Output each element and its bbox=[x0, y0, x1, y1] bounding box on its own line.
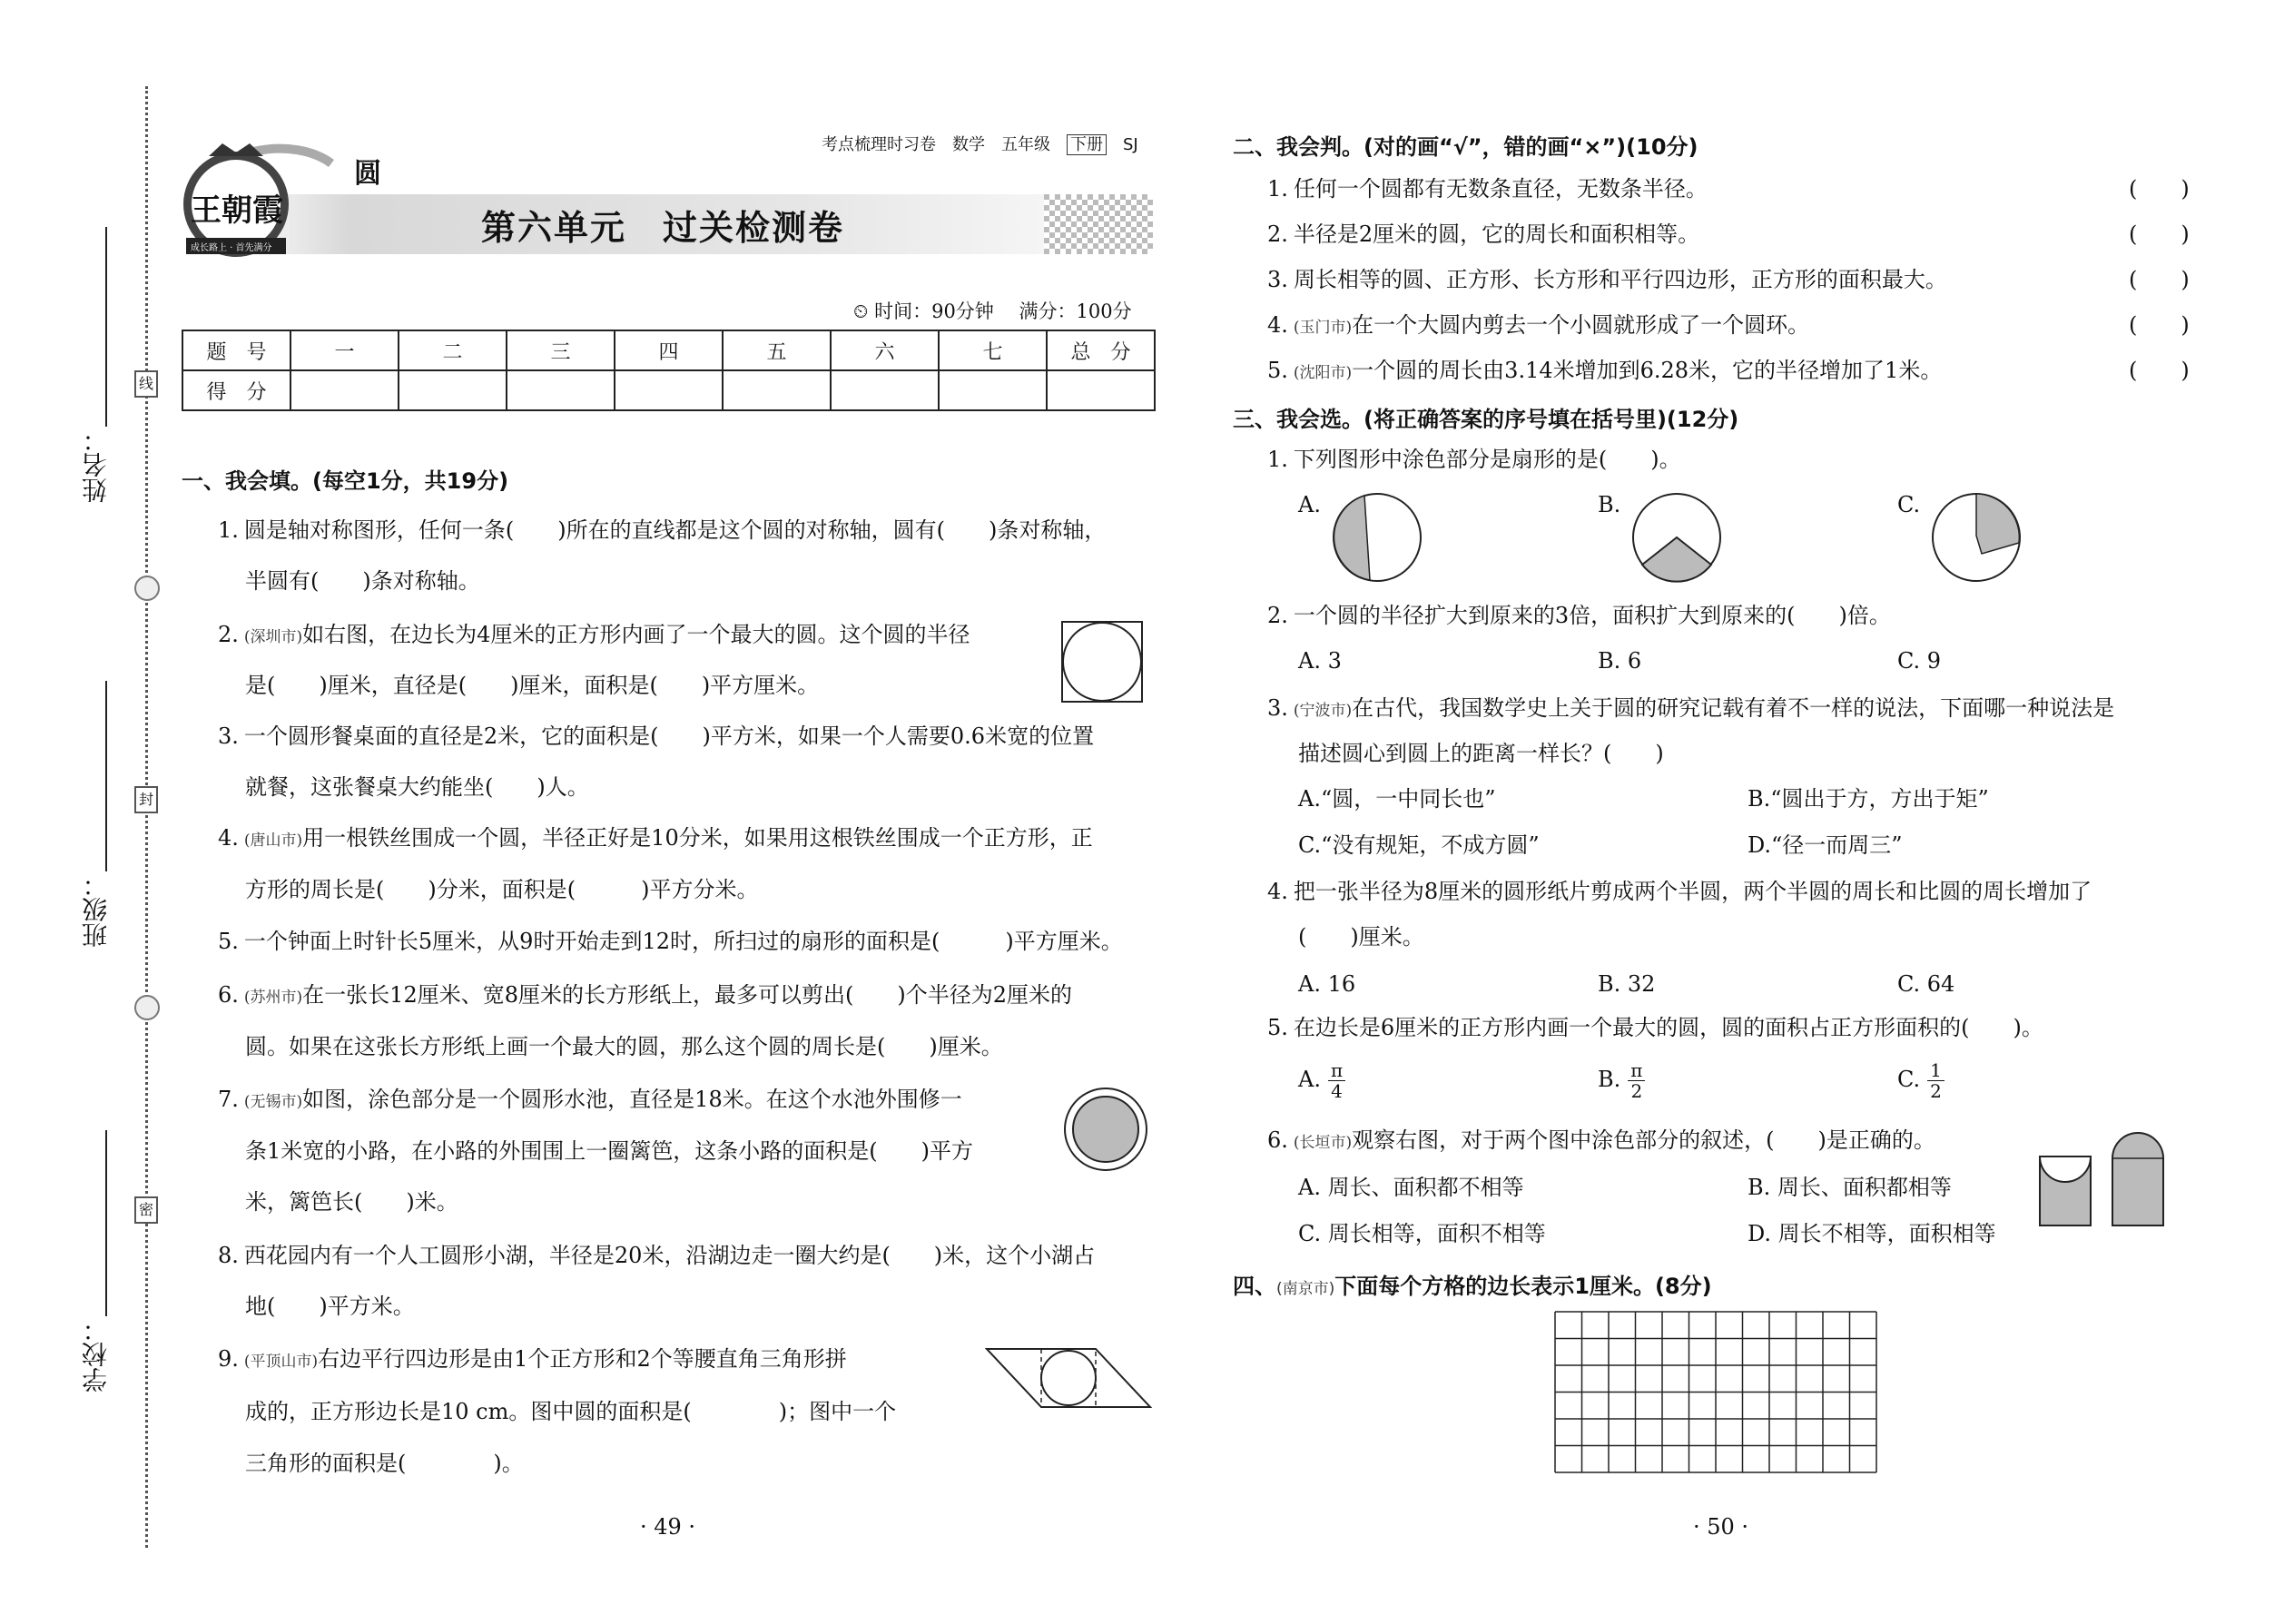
question-text: 下列图形中涂色部分是扇形的是( )。 bbox=[1293, 447, 1681, 472]
city-tag: (沈阳市) bbox=[1293, 364, 1353, 382]
parallelogram-figure bbox=[985, 1347, 1152, 1411]
question-text: 西花园内有一个人工圆形小湖，半径是20米，沿湖边走一圈大约是( )米，这个小湖占 bbox=[243, 1243, 1096, 1268]
score-cell[interactable] bbox=[615, 370, 723, 410]
city-tag: (长垣市) bbox=[1293, 1134, 1353, 1152]
question-text: 一个圆的半径扩大到原来的3倍，面积扩大到原来的( )倍。 bbox=[1293, 603, 1891, 628]
score-header-cell: 一 bbox=[290, 330, 399, 370]
question-text: 半径是2厘米的圆，它的周长和面积相等。 bbox=[1293, 221, 1700, 247]
section1-heading: 一、我会填。(每空1分，共19分) bbox=[182, 468, 509, 494]
fraction-numerator: 1 bbox=[1927, 1060, 1944, 1081]
question-number: 5. bbox=[218, 929, 239, 954]
fraction-denominator: 2 bbox=[1630, 1080, 1643, 1102]
choice-option: B.“圆出于方，方出于矩” bbox=[1748, 786, 1989, 812]
square-grid[interactable] bbox=[1553, 1310, 1880, 1473]
answer-paren[interactable]: ( ) bbox=[2129, 358, 2190, 383]
answer-paren[interactable]: ( ) bbox=[2129, 221, 2190, 247]
answer-paren[interactable]: ( ) bbox=[2129, 312, 2190, 338]
question-number: 4. bbox=[218, 825, 239, 851]
full-score: 满分：100分 bbox=[1019, 300, 1132, 322]
question-text: 就餐，这张餐桌大约能坐( )人。 bbox=[245, 774, 589, 800]
choice-option: C. 周长相等，面积不相等 bbox=[1298, 1221, 1546, 1246]
section4-heading bbox=[1233, 1268, 1712, 1300]
score-header-cell: 总 分 bbox=[1047, 330, 1155, 370]
question-text: 观察右图，对于两个图中涂色部分的叙述，( )是正确的。 bbox=[1352, 1127, 1935, 1153]
question-line bbox=[245, 1397, 896, 1426]
class-field[interactable] bbox=[105, 681, 107, 871]
option-a-figure bbox=[1330, 490, 1424, 585]
question-text: 在边长是6厘米的正方形内画一个最大的圆，圆的面积占正方形面积的( )。 bbox=[1293, 1015, 2043, 1040]
seal-mark-2: 封 bbox=[134, 786, 158, 813]
score-header-cell: 六 bbox=[831, 330, 939, 370]
question-line bbox=[1267, 265, 1947, 294]
question-line bbox=[218, 516, 1106, 545]
score-header-cell: 三 bbox=[507, 330, 615, 370]
score-cell[interactable] bbox=[723, 370, 831, 410]
choice-option: B. bbox=[1598, 492, 1621, 517]
shaded-shapes-figure bbox=[2038, 1131, 2174, 1231]
name-label: 姓名： bbox=[81, 427, 111, 503]
question-text: 用一根铁丝围成一个圆，半径正好是10分米，如果用这根铁丝围成一个正方形，正 bbox=[302, 825, 1093, 851]
question-text: 地( )平方米。 bbox=[245, 1294, 415, 1319]
question-text: 如图，涂色部分是一个圆形水池，直径是18米。在这个水池外围修一 bbox=[302, 1087, 962, 1112]
option-label: B. bbox=[1598, 1067, 1621, 1092]
question-line bbox=[1267, 310, 1809, 342]
pool-figure bbox=[1062, 1086, 1149, 1173]
choice-option: A. 16 bbox=[1298, 971, 1356, 997]
question-number: 1. bbox=[1267, 447, 1288, 472]
exam-meta bbox=[853, 297, 1132, 324]
square-circle-figure bbox=[1060, 620, 1144, 704]
question-number: 1. bbox=[218, 517, 239, 543]
question-line bbox=[1267, 174, 1708, 203]
question-text: 在一张长12厘米、宽8厘米的长方形纸上，最多可以剪出( )个半径为2厘米的 bbox=[302, 982, 1072, 1008]
seal-circle-icon bbox=[134, 576, 160, 601]
question-text: 周长相等的圆、正方形、长方形和平行四边形，正方形的面积最大。 bbox=[1293, 267, 1947, 292]
city-tag: (南京市) bbox=[1276, 1280, 1335, 1298]
question-line bbox=[245, 1137, 973, 1166]
question-text: 圆是轴对称图形，任何一条( )所在的直线都是这个圆的对称轴，圆有( )条对称轴， bbox=[243, 517, 1107, 543]
question-text: 是( )厘米，直径是( )厘米，面积是( )平方厘米。 bbox=[245, 673, 820, 698]
fraction-numerator: π bbox=[1628, 1060, 1645, 1081]
choice-option: C.“没有规矩，不成方圆” bbox=[1298, 832, 1540, 858]
question-text: 一个钟面上时针长5厘米，从9时开始走到12时，所扫过的扇形的面积是( )平方厘米。 bbox=[243, 929, 1123, 954]
seal-mark-3: 密 bbox=[134, 1196, 158, 1224]
city-tag: (玉门市) bbox=[1293, 319, 1353, 337]
choice-option: D. 周长不相等，面积相等 bbox=[1748, 1221, 1996, 1246]
question-text: 右边平行四边形是由1个正方形和2个等腰直角三角形拼 bbox=[318, 1346, 847, 1372]
choice-option: C. bbox=[1897, 492, 1921, 517]
brand-name: 王朝霞 bbox=[191, 192, 283, 229]
school-label: 学校： bbox=[81, 1316, 111, 1393]
fraction-denominator: 2 bbox=[1930, 1080, 1942, 1102]
option-label: A. bbox=[1298, 1067, 1321, 1092]
score-header-cell: 五 bbox=[723, 330, 831, 370]
question-number: 5. bbox=[1267, 358, 1288, 383]
city-tag: (平顶山市) bbox=[243, 1353, 319, 1371]
question-number: 9. bbox=[218, 1346, 239, 1372]
question-line bbox=[245, 671, 819, 700]
fraction-denominator: 4 bbox=[1331, 1080, 1343, 1102]
city-tag: (深圳市) bbox=[243, 628, 303, 646]
question-line bbox=[1267, 601, 1891, 630]
name-field[interactable] bbox=[105, 227, 107, 427]
question-line bbox=[218, 620, 970, 652]
score-header-cell: 二 bbox=[399, 330, 507, 370]
choice-option: C. 64 bbox=[1897, 971, 1955, 997]
question-line bbox=[1267, 877, 2092, 906]
choice-option: A.“圆，一中同长也” bbox=[1298, 786, 1496, 812]
section2-heading: 二、我会判。(对的画“√”，错的画“×”)(10分) bbox=[1233, 134, 1698, 160]
question-text: 描述圆心到圆上的距离一样长？( ) bbox=[1298, 741, 1664, 766]
question-number: 3. bbox=[1267, 695, 1288, 721]
time-limit: 时间：90分钟 bbox=[874, 300, 994, 322]
question-line bbox=[1267, 356, 1942, 388]
question-text: 圆。如果在这张长方形纸上画一个最大的圆，那么这个圆的周长是( )厘米。 bbox=[245, 1034, 1003, 1059]
score-cell[interactable] bbox=[831, 370, 939, 410]
city-tag: (无锡市) bbox=[243, 1093, 303, 1111]
option-c-figure bbox=[1929, 490, 2023, 585]
score-cell[interactable] bbox=[290, 370, 399, 410]
page-title: 第六单元 过关检测卷 bbox=[481, 208, 845, 248]
brand-slogan: 成长路上 · 首先满分 bbox=[191, 243, 272, 253]
question-number: 6. bbox=[218, 982, 239, 1008]
class-label: 班级： bbox=[81, 871, 111, 948]
question-text: 半圆有( )条对称轴。 bbox=[245, 568, 480, 594]
question-line bbox=[218, 927, 1123, 956]
question-text: 在一个大圆内剪去一个小圆就形成了一个圆环。 bbox=[1352, 312, 1810, 338]
choice-option: D.“径一而周三” bbox=[1748, 832, 1903, 858]
checker-pattern bbox=[1044, 194, 1153, 254]
clock-icon: ⏲ bbox=[853, 300, 869, 322]
question-line bbox=[245, 566, 480, 595]
question-line bbox=[245, 875, 758, 904]
question-number: 2. bbox=[218, 622, 239, 647]
edition: SJ bbox=[1123, 135, 1138, 154]
score-cell[interactable] bbox=[939, 370, 1047, 410]
question-number: 7. bbox=[218, 1087, 239, 1112]
question-line bbox=[1267, 220, 1699, 249]
score-header-cell: 七 bbox=[939, 330, 1047, 370]
seal-mark-1: 线 bbox=[134, 370, 158, 398]
term-badge: 下册 bbox=[1067, 134, 1107, 155]
section4-prefix: 四、 bbox=[1233, 1274, 1276, 1299]
question-line bbox=[1267, 1126, 1935, 1157]
question-number: 6. bbox=[1267, 1127, 1288, 1153]
choice-option bbox=[1598, 1060, 1645, 1101]
question-text: 条1米宽的小路，在小路的外围围上一圈篱笆，这条小路的面积是( )平方 bbox=[245, 1138, 973, 1164]
score-header-cell: 四 bbox=[615, 330, 723, 370]
question-text: 把一张半径为8厘米的圆形纸片剪成两个半圆，两个半圆的周长和比圆的周长增加了 bbox=[1293, 879, 2092, 904]
school-field[interactable] bbox=[105, 1130, 107, 1316]
question-number: 8. bbox=[218, 1243, 239, 1268]
page-number-right: · 50 · bbox=[1693, 1514, 1749, 1540]
choice-option: C. 9 bbox=[1897, 648, 1942, 674]
question-text: 在古代，我国数学史上关于圆的研究记载有着不一样的说法，下面哪一种说法是 bbox=[1352, 695, 2115, 721]
fraction-numerator: π bbox=[1328, 1060, 1345, 1081]
question-number: 5. bbox=[1267, 1015, 1288, 1040]
choice-option bbox=[1298, 1060, 1345, 1101]
question-line bbox=[218, 823, 1093, 855]
question-line bbox=[218, 1085, 962, 1117]
question-number: 2. bbox=[1267, 221, 1288, 247]
question-number: 1. bbox=[1267, 176, 1288, 202]
seal-circle-icon bbox=[134, 995, 160, 1020]
question-line bbox=[218, 722, 1094, 751]
city-tag: (宁波市) bbox=[1293, 702, 1353, 720]
choice-option: B. 32 bbox=[1598, 971, 1656, 997]
city-tag: (唐山市) bbox=[243, 832, 303, 850]
score-header-cell: 题 号 bbox=[182, 330, 290, 370]
question-line bbox=[245, 1187, 458, 1216]
page-number-left: · 49 · bbox=[640, 1514, 696, 1540]
question-line bbox=[218, 980, 1072, 1012]
score-row-label: 得 分 bbox=[182, 370, 290, 410]
fraction bbox=[1328, 1060, 1345, 1101]
fraction bbox=[1628, 1060, 1645, 1101]
question-text: 成的，正方形边长是10 cm。图中圆的面积是( )；图中一个 bbox=[245, 1399, 897, 1424]
chapter-name: 圆 bbox=[354, 158, 381, 190]
question-line bbox=[245, 1292, 415, 1321]
score-cell[interactable] bbox=[507, 370, 615, 410]
answer-paren[interactable]: ( ) bbox=[2129, 267, 2190, 292]
score-cell[interactable] bbox=[399, 370, 507, 410]
question-text: 方形的周长是( )分米，面积是( )平方分米。 bbox=[245, 877, 759, 902]
question-line bbox=[245, 1032, 1003, 1061]
series-text: 考点梳理时习卷 数学 五年级 bbox=[822, 135, 1050, 154]
question-line bbox=[1267, 694, 2114, 725]
question-text: 一个圆的周长由3.14米增加到6.28米，它的半径增加了1米。 bbox=[1352, 358, 1943, 383]
question-number: 3. bbox=[218, 723, 239, 749]
choice-option: B. 周长、面积都相等 bbox=[1748, 1175, 1952, 1200]
question-text: 任何一个圆都有无数条直径，无数条半径。 bbox=[1293, 176, 1708, 202]
question-text: ( )厘米。 bbox=[1298, 924, 1424, 950]
question-number: 4. bbox=[1267, 879, 1288, 904]
question-line bbox=[245, 1449, 524, 1478]
question-text: 米，篱笆长( )米。 bbox=[245, 1189, 458, 1215]
option-b-figure bbox=[1629, 490, 1724, 585]
question-number: 4. bbox=[1267, 312, 1288, 338]
choice-option: B. 6 bbox=[1598, 648, 1642, 674]
choice-option: A. 周长、面积都不相等 bbox=[1298, 1175, 1524, 1200]
section4-text: 下面每个方格的边长表示1厘米。(8分) bbox=[1334, 1274, 1712, 1299]
fraction bbox=[1927, 1060, 1944, 1101]
score-cell[interactable] bbox=[1047, 370, 1155, 410]
question-line bbox=[245, 773, 589, 802]
question-text: 三角形的面积是( )。 bbox=[245, 1451, 524, 1476]
section3-heading: 三、我会选。(将正确答案的序号填在括号里)(12分) bbox=[1233, 407, 1739, 432]
city-tag: (苏州市) bbox=[243, 989, 303, 1007]
binding-dotted-line bbox=[145, 86, 148, 1548]
question-line bbox=[1267, 1013, 2043, 1042]
question-line bbox=[1267, 445, 1681, 474]
question-line bbox=[218, 1344, 847, 1376]
answer-paren[interactable]: ( ) bbox=[2129, 176, 2190, 202]
score-table bbox=[182, 330, 1156, 411]
series-info bbox=[822, 132, 1138, 155]
choice-option: A. bbox=[1298, 492, 1321, 517]
question-text: 如右图，在边长为4厘米的正方形内画了一个最大的圆。这个圆的半径 bbox=[302, 622, 970, 647]
question-line bbox=[218, 1241, 1095, 1270]
question-number: 2. bbox=[1267, 603, 1288, 628]
choice-option: A. 3 bbox=[1298, 648, 1342, 674]
question-text: 一个圆形餐桌面的直径是2米，它的面积是( )平方米，如果一个人需要0.6米宽的位置 bbox=[243, 723, 1095, 749]
option-label: C. bbox=[1897, 1067, 1921, 1092]
question-number: 3. bbox=[1267, 267, 1288, 292]
choice-option bbox=[1897, 1060, 1944, 1101]
